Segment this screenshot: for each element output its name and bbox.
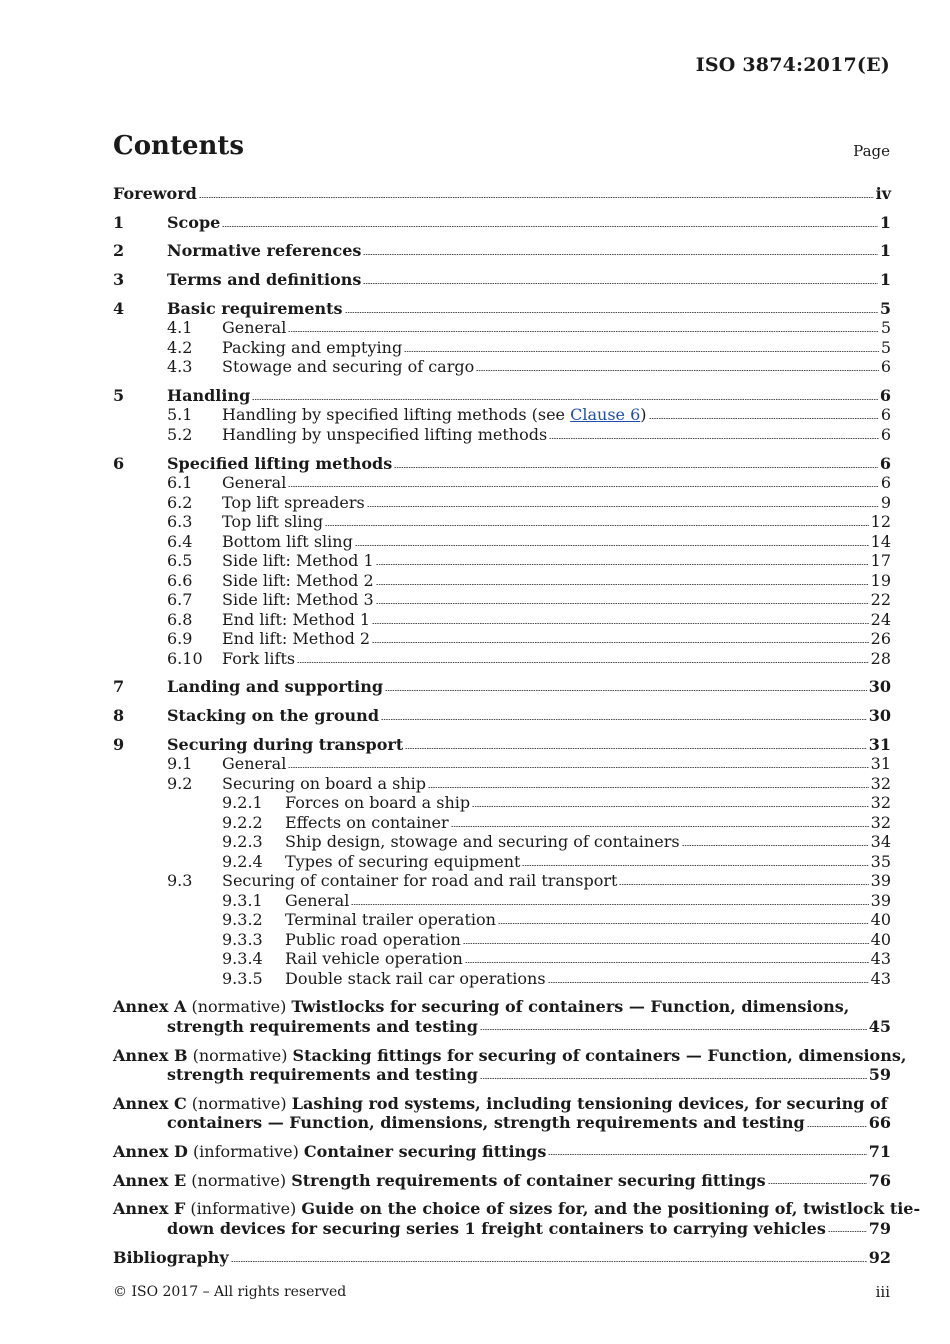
toc-entry-6-7[interactable]: [113, 590, 891, 610]
toc-entry-title-text: Specified lifting methods: [167, 453, 393, 473]
toc-entry-number: 7: [113, 677, 125, 697]
toc-entry-number: 9.3.3: [222, 929, 263, 949]
dot-leader: [428, 785, 869, 789]
toc-entry-number: 9.2.3: [222, 832, 263, 852]
dot-leader: [363, 253, 877, 257]
toc-entry-6-4[interactable]: [113, 532, 891, 552]
toc-entry-number: 9.3.1: [222, 890, 263, 910]
page-column-label: Page: [853, 142, 890, 160]
toc-entry-title: [222, 590, 374, 610]
annex-title: Strength requirements of container securing fittings: [291, 1170, 766, 1190]
dot-leader: [549, 436, 879, 440]
toc-entry-title-text: Double stack rail car operations: [285, 968, 546, 988]
toc-entry-title-text: General: [222, 754, 287, 774]
toc-entry-title-text: Securing on board a ship: [222, 773, 427, 793]
toc-entry-page: 35: [870, 851, 891, 871]
dot-leader: [394, 465, 878, 469]
dot-leader: [376, 602, 869, 606]
toc-entry-page: 6: [880, 405, 891, 425]
toc-entry-title-text: General: [285, 890, 350, 910]
toc-entry-page: 32: [870, 773, 891, 793]
copyright-notice: © ISO 2017 – All rights reserved: [113, 1284, 347, 1300]
toc-entry-number: 9.3: [167, 871, 193, 891]
clause-reference-link[interactable]: Clause 6: [570, 405, 641, 425]
toc-entry-page: 1: [879, 212, 891, 232]
toc-entry-title: [222, 338, 402, 358]
toc-entry-title-text: Packing and emptying: [222, 337, 403, 357]
toc-entry-title-text: Scope: [167, 212, 221, 232]
toc-entry-title-text: Stacking on the ground: [167, 706, 379, 725]
dot-leader: [288, 330, 878, 334]
toc-entry-page: 6: [880, 424, 891, 444]
dot-leader: [828, 1230, 867, 1234]
toc-entry-title-text: Landing and supporting: [167, 677, 384, 697]
toc-entry-title-text: Forces on board a ship: [285, 793, 471, 813]
toc-entry-title: [285, 813, 449, 833]
toc-entry-title-text: Securing during transport: [167, 734, 404, 754]
toc-entry-title: [167, 706, 379, 726]
toc-entry-number: 4.3: [167, 357, 193, 377]
toc-entry-6-9[interactable]: [113, 629, 891, 649]
toc-entry-9-2-4[interactable]: [113, 852, 891, 872]
toc-entry-number: 9.2.2: [222, 812, 263, 832]
toc-entry-number: 6.8: [167, 609, 193, 629]
toc-entry-page: 31: [868, 734, 891, 754]
dot-leader: [252, 397, 878, 401]
toc-entry-page: 1: [879, 241, 891, 261]
dot-leader: [548, 980, 869, 984]
toc-entry-4[interactable]: [113, 299, 891, 319]
annex-kind: (normative): [192, 1045, 288, 1065]
annex-title-continued: strength requirements and testing: [167, 1016, 478, 1036]
toc-entry-title: [167, 213, 220, 233]
toc-entry-number: 6.1: [167, 473, 193, 493]
toc-entry-foreword[interactable]: [113, 184, 891, 204]
toc-entry-number: 6.6: [167, 570, 193, 590]
annex-heading-line: [113, 1094, 891, 1114]
toc-entry-title-text: Public road operation: [285, 929, 461, 949]
toc-entry-title: [222, 493, 365, 513]
toc-entry-9-3-5[interactable]: [113, 969, 891, 989]
toc-entry-title-text: Handling by specified lifting methods (see: [222, 405, 571, 425]
dot-leader: [463, 941, 869, 945]
toc-entry-page: 43: [870, 968, 891, 988]
toc-entry-title: [222, 551, 374, 571]
dot-leader: [355, 543, 869, 547]
toc-entry-annex-d[interactable]: [113, 1142, 891, 1162]
dot-leader: [451, 824, 869, 828]
toc-entry-6-2[interactable]: [113, 493, 891, 513]
toc-entry-page: 30: [868, 706, 891, 725]
dot-leader: [381, 718, 867, 722]
annex-continuation-line: [113, 1017, 891, 1037]
toc-entry-page: 40: [870, 929, 891, 949]
dot-leader: [619, 883, 868, 887]
annex-heading-text: [113, 1171, 766, 1191]
toc-entry-7[interactable]: [113, 677, 891, 697]
toc-entry-title: [167, 386, 250, 406]
toc-entry-number: 2: [113, 241, 125, 261]
annex-title: Container securing fittings: [303, 1141, 547, 1161]
dot-leader: [199, 196, 874, 200]
toc-entry-title-text: Securing of container for road and rail transport: [222, 871, 618, 891]
annex-title-continued: down devices for securing series 1 freight containers to carrying vehicles: [167, 1218, 826, 1238]
toc-entry-5-1[interactable]: [113, 405, 891, 425]
toc-entry-9-3-2[interactable]: [113, 910, 891, 930]
annex-label: Annex D: [113, 1141, 188, 1161]
toc-entry-page: 66: [868, 1113, 891, 1133]
dot-leader: [548, 1153, 866, 1157]
dot-leader: [363, 282, 877, 286]
toc-entry-title-text: End lift: Method 2: [222, 629, 371, 649]
toc-entry-page: 24: [870, 609, 891, 629]
toc-entry-5-2[interactable]: [113, 425, 891, 445]
toc-entry-9-2-3[interactable]: [113, 832, 891, 852]
toc-entry-number: 9.2.4: [222, 851, 263, 871]
annex-label: Annex E: [113, 1170, 187, 1190]
toc-entry-page: 5: [880, 318, 891, 338]
toc-entry-title-text: End lift: Method 1: [222, 609, 371, 629]
toc-entry-9[interactable]: [113, 735, 891, 755]
dot-leader: [325, 524, 869, 528]
toc-entry-title-text: Rail vehicle operation: [285, 949, 463, 969]
dot-leader: [649, 417, 879, 421]
toc-entry-9-3-4[interactable]: [113, 949, 891, 969]
toc-entry-title-text: Side lift: Method 3: [222, 590, 374, 610]
dot-leader: [288, 485, 878, 489]
toc-entry-page: 39: [870, 871, 891, 891]
toc-entry-title-text: Ship design, stowage and securing of containers: [285, 832, 680, 852]
toc-entry-page: 45: [868, 1016, 891, 1036]
toc-entry-9-1[interactable]: [113, 754, 891, 774]
annex-label: Annex A: [113, 997, 187, 1017]
toc-entry-6-6[interactable]: [113, 571, 891, 591]
document-id-header: ISO 3874:2017(E): [695, 54, 890, 76]
toc-entry-title: [222, 473, 286, 493]
toc-entry-title-text: Terminal trailer operation: [285, 910, 496, 930]
toc-entry-title: [167, 270, 361, 290]
annex-title: Stacking fittings for securing of containers — Function, dimensions,: [292, 1045, 907, 1065]
toc-entry-9-3[interactable]: [113, 871, 891, 891]
toc-entry-6-8[interactable]: [113, 610, 891, 630]
toc-entry-number: 9.3.4: [222, 949, 263, 969]
annex-list: [113, 997, 921, 1238]
toc-entry-title: Foreword: [113, 184, 197, 203]
toc-entry-title-text: Top lift spreaders: [222, 492, 365, 512]
toc-entry-page: 34: [870, 832, 891, 852]
toc-entry-page: 6: [879, 385, 891, 405]
toc-entry-title-text: Bottom lift sling: [222, 531, 353, 551]
toc-entry-title: [222, 649, 295, 669]
annex-kind: (normative): [191, 1170, 287, 1190]
dot-leader: [480, 1028, 867, 1032]
toc-entry-number: 6.3: [167, 512, 193, 532]
toc-entry-title-text: Normative references: [167, 241, 362, 261]
toc-entry-title-text: Handling by unspecified lifting methods: [222, 424, 548, 444]
toc-entry-page: 6: [879, 453, 891, 473]
toc-entry-9-3-3[interactable]: [113, 930, 891, 950]
toc-entry-annex-a[interactable]: [113, 997, 891, 1036]
toc-entry-page: 31: [870, 754, 891, 774]
toc-entry-title: [222, 318, 286, 338]
annex-continuation-line: [113, 1113, 891, 1133]
dot-leader: [768, 1182, 867, 1186]
toc-entry-page: 79: [868, 1218, 891, 1238]
toc-entry-6-3[interactable]: [113, 512, 891, 532]
toc-entry-number: 4: [113, 298, 125, 318]
toc-entry-page: iv: [875, 184, 891, 203]
toc-entry-title: [285, 910, 496, 930]
toc-entry-page: 39: [870, 890, 891, 910]
toc-entry-number: 6.5: [167, 551, 193, 571]
dot-leader: [405, 746, 867, 750]
annex-title: Lashing rod systems, including tensioning devices, for securing of: [291, 1093, 888, 1113]
dot-leader: [367, 504, 879, 508]
toc-entry-title: [222, 357, 474, 377]
toc-entry-page: 40: [870, 910, 891, 930]
toc-entry-title-text: Top lift sling: [222, 512, 324, 532]
toc-entry-title: [222, 871, 617, 891]
annex-label: Annex B: [113, 1045, 188, 1065]
annex-heading-line: [113, 1142, 891, 1162]
toc-entry-page: 12: [870, 512, 891, 532]
toc-entry-number: 5.1: [167, 405, 193, 425]
toc-entry-number: 3: [113, 270, 125, 290]
toc-entry-annex-b[interactable]: [113, 1045, 907, 1085]
toc-entry-number: 8: [113, 706, 125, 725]
clauses-list: [113, 213, 891, 989]
toc-entry-title: [285, 832, 680, 852]
toc-entry-title-text: Handling: [167, 385, 251, 405]
toc-entry-number: 9.3.2: [222, 910, 263, 930]
toc-entry-number: 6.2: [167, 492, 193, 512]
toc-entry-title: [167, 241, 361, 261]
toc-entry-title-text: General: [222, 318, 287, 338]
toc-entry-6-5[interactable]: [113, 551, 891, 571]
annex-continuation-line: [113, 1065, 891, 1085]
toc-entry-title: [285, 891, 349, 911]
toc-entry-title-text: Basic requirements: [167, 298, 343, 318]
toc-entry-page: 28: [870, 648, 891, 668]
toc-entry-6-1[interactable]: [113, 473, 891, 493]
toc-entry-page: 17: [870, 551, 891, 571]
dot-leader: [376, 563, 869, 567]
toc-entry-title: [167, 677, 383, 697]
dot-leader: [476, 369, 879, 373]
toc-entry-number: 1: [113, 212, 125, 232]
toc-entry-title: [222, 512, 323, 532]
annex-heading-line: [113, 1199, 921, 1219]
toc-entry-annex-f[interactable]: [113, 1199, 921, 1238]
toc-entry-4-3[interactable]: [113, 357, 891, 377]
toc-entry-9-2-1[interactable]: [113, 793, 891, 813]
toc-entry-number: 5: [113, 385, 125, 405]
toc-entry-title-text: Stowage and securing of cargo: [222, 357, 475, 377]
dot-leader: [385, 689, 867, 693]
toc-entry-4-2[interactable]: [113, 338, 891, 358]
toc-entry-title-text: Side lift: Method 2: [222, 570, 374, 590]
page-number: iii: [875, 1283, 890, 1301]
toc-entry-page: 26: [870, 629, 891, 649]
toc-entry-3[interactable]: [113, 270, 891, 290]
annex-kind: (informative): [190, 1199, 297, 1219]
dot-leader: [807, 1125, 867, 1129]
toc-entry-1[interactable]: [113, 213, 891, 233]
toc-entry-number: 6.9: [167, 629, 193, 649]
toc-entry-title: [285, 852, 520, 872]
toc-entry-title: [167, 735, 403, 755]
toc-entry-number: 9.1: [167, 754, 193, 774]
toc-entry-page: 30: [868, 677, 891, 697]
annex-continuation-line: [113, 1219, 891, 1239]
toc-entry-title-suffix: ): [640, 405, 647, 425]
toc-entry-title: [167, 454, 392, 474]
toc-entry-page: 22: [870, 590, 891, 610]
contents-title: Contents: [113, 131, 245, 161]
toc-entry-title-text: General: [222, 473, 287, 493]
annex-heading-line: [113, 1171, 891, 1191]
toc-entry-number: 9.2: [167, 773, 193, 793]
toc-entry-page: 76: [868, 1170, 891, 1190]
dot-leader: [372, 641, 869, 645]
annex-title: Guide on the choice of sizes for, and the positioning of, twistlock tie-: [301, 1199, 921, 1219]
toc-entry-2[interactable]: [113, 241, 891, 261]
annex-kind: (normative): [191, 997, 287, 1017]
dot-leader: [498, 922, 869, 926]
dot-leader: [288, 766, 868, 770]
dot-leader: [231, 1259, 867, 1263]
toc-entry-number: 4.2: [167, 337, 193, 357]
toc-entry-page: 59: [868, 1065, 891, 1085]
toc-entry-title-text: Side lift: Method 1: [222, 551, 374, 571]
toc-entry-page: 92: [868, 1247, 891, 1267]
annex-heading-line: [113, 997, 891, 1017]
toc-entry-annex-e[interactable]: [113, 1171, 891, 1191]
annex-kind: (normative): [191, 1093, 287, 1113]
toc-entry-number: 9: [113, 734, 125, 754]
annex-title: Twistlocks for securing of containers — Function, dimensions,: [291, 997, 850, 1017]
toc-entry-title: [222, 754, 286, 774]
toc-entry-page: 32: [870, 793, 891, 813]
toc-entry-page: 71: [868, 1141, 891, 1161]
toc-entry-number: 9.3.5: [222, 968, 263, 988]
toc-entry-title-text: Terms and definitions: [167, 270, 362, 290]
annex-heading-line: [113, 1045, 907, 1066]
toc-entry-title: [222, 571, 374, 591]
dot-leader: [465, 961, 869, 965]
toc-entry-5[interactable]: [113, 386, 891, 406]
dot-leader: [222, 224, 878, 228]
toc-entry-page: 5: [879, 298, 891, 318]
toc-entry-title: [285, 793, 470, 813]
toc-entry-title-text: Effects on container: [285, 812, 449, 832]
toc-entry-annex-c[interactable]: [113, 1094, 891, 1133]
toc-entry-title: [222, 610, 370, 630]
toc-entry-8[interactable]: [113, 706, 891, 726]
toc-entry-9-2-2[interactable]: [113, 813, 891, 833]
dot-leader: [376, 582, 869, 586]
toc-entry-9-3-1[interactable]: [113, 891, 891, 911]
toc-entry-page: 32: [870, 812, 891, 832]
toc-entry-6-10[interactable]: [113, 649, 891, 669]
toc-entry-page: 9: [880, 492, 891, 512]
dot-leader: [472, 805, 868, 809]
toc-entry-title: [222, 425, 547, 445]
toc-entry-title: [222, 629, 370, 649]
toc-entry-number: 6: [113, 453, 125, 473]
toc-entry-title: [222, 774, 426, 794]
dot-leader: [345, 310, 878, 314]
toc-entry-title: [285, 949, 463, 969]
toc-entry-title: [285, 969, 546, 989]
annex-title-continued: containers — Function, dimensions, strength requirements and testing: [167, 1113, 805, 1133]
annex-heading-text: [113, 1142, 546, 1162]
toc-entry-bibliography[interactable]: [113, 1248, 891, 1268]
toc-entry-4-1[interactable]: [113, 318, 891, 338]
annex-title-continued: strength requirements and testing: [167, 1065, 478, 1085]
dot-leader: [297, 660, 869, 664]
toc-entry-page: 5: [880, 337, 891, 357]
toc-entry-title-text: Fork lifts: [222, 648, 296, 668]
dot-leader: [480, 1077, 867, 1081]
toc-entry-number: 4.1: [167, 318, 193, 338]
toc-entry-page: 1: [879, 270, 891, 290]
dot-leader: [682, 844, 869, 848]
toc-entry-page: 6: [880, 473, 891, 493]
toc-entry-number: 5.2: [167, 424, 193, 444]
toc-entry-number: 6.7: [167, 590, 193, 610]
annex-kind: (informative): [192, 1141, 299, 1161]
annex-label: Annex C: [113, 1093, 187, 1113]
toc-entry-number: 9.2.1: [222, 793, 263, 813]
dot-leader: [351, 902, 868, 906]
toc-entry-title: [285, 930, 461, 950]
toc-entry-page: 6: [880, 357, 891, 377]
toc-entry-title: Bibliography: [113, 1247, 229, 1267]
toc-entry-page: 43: [870, 949, 891, 969]
toc-entry-title-text: Types of securing equipment: [285, 851, 521, 871]
toc-entry-number: 6.10: [167, 648, 203, 668]
dot-leader: [372, 621, 869, 625]
toc-entry-page: 14: [870, 531, 891, 551]
dot-leader: [522, 863, 868, 867]
toc-entry-number: 6.4: [167, 531, 193, 551]
toc-entry-6[interactable]: [113, 454, 891, 474]
toc-entry-title: [222, 532, 353, 552]
toc-entry-title: [222, 405, 647, 425]
toc-entry-9-2[interactable]: [113, 774, 891, 794]
annex-label: Annex F: [113, 1199, 186, 1219]
toc-entry-title: [167, 299, 343, 319]
dot-leader: [404, 349, 879, 353]
toc-entry-page: 19: [870, 570, 891, 590]
table-of-contents: [113, 184, 921, 1267]
